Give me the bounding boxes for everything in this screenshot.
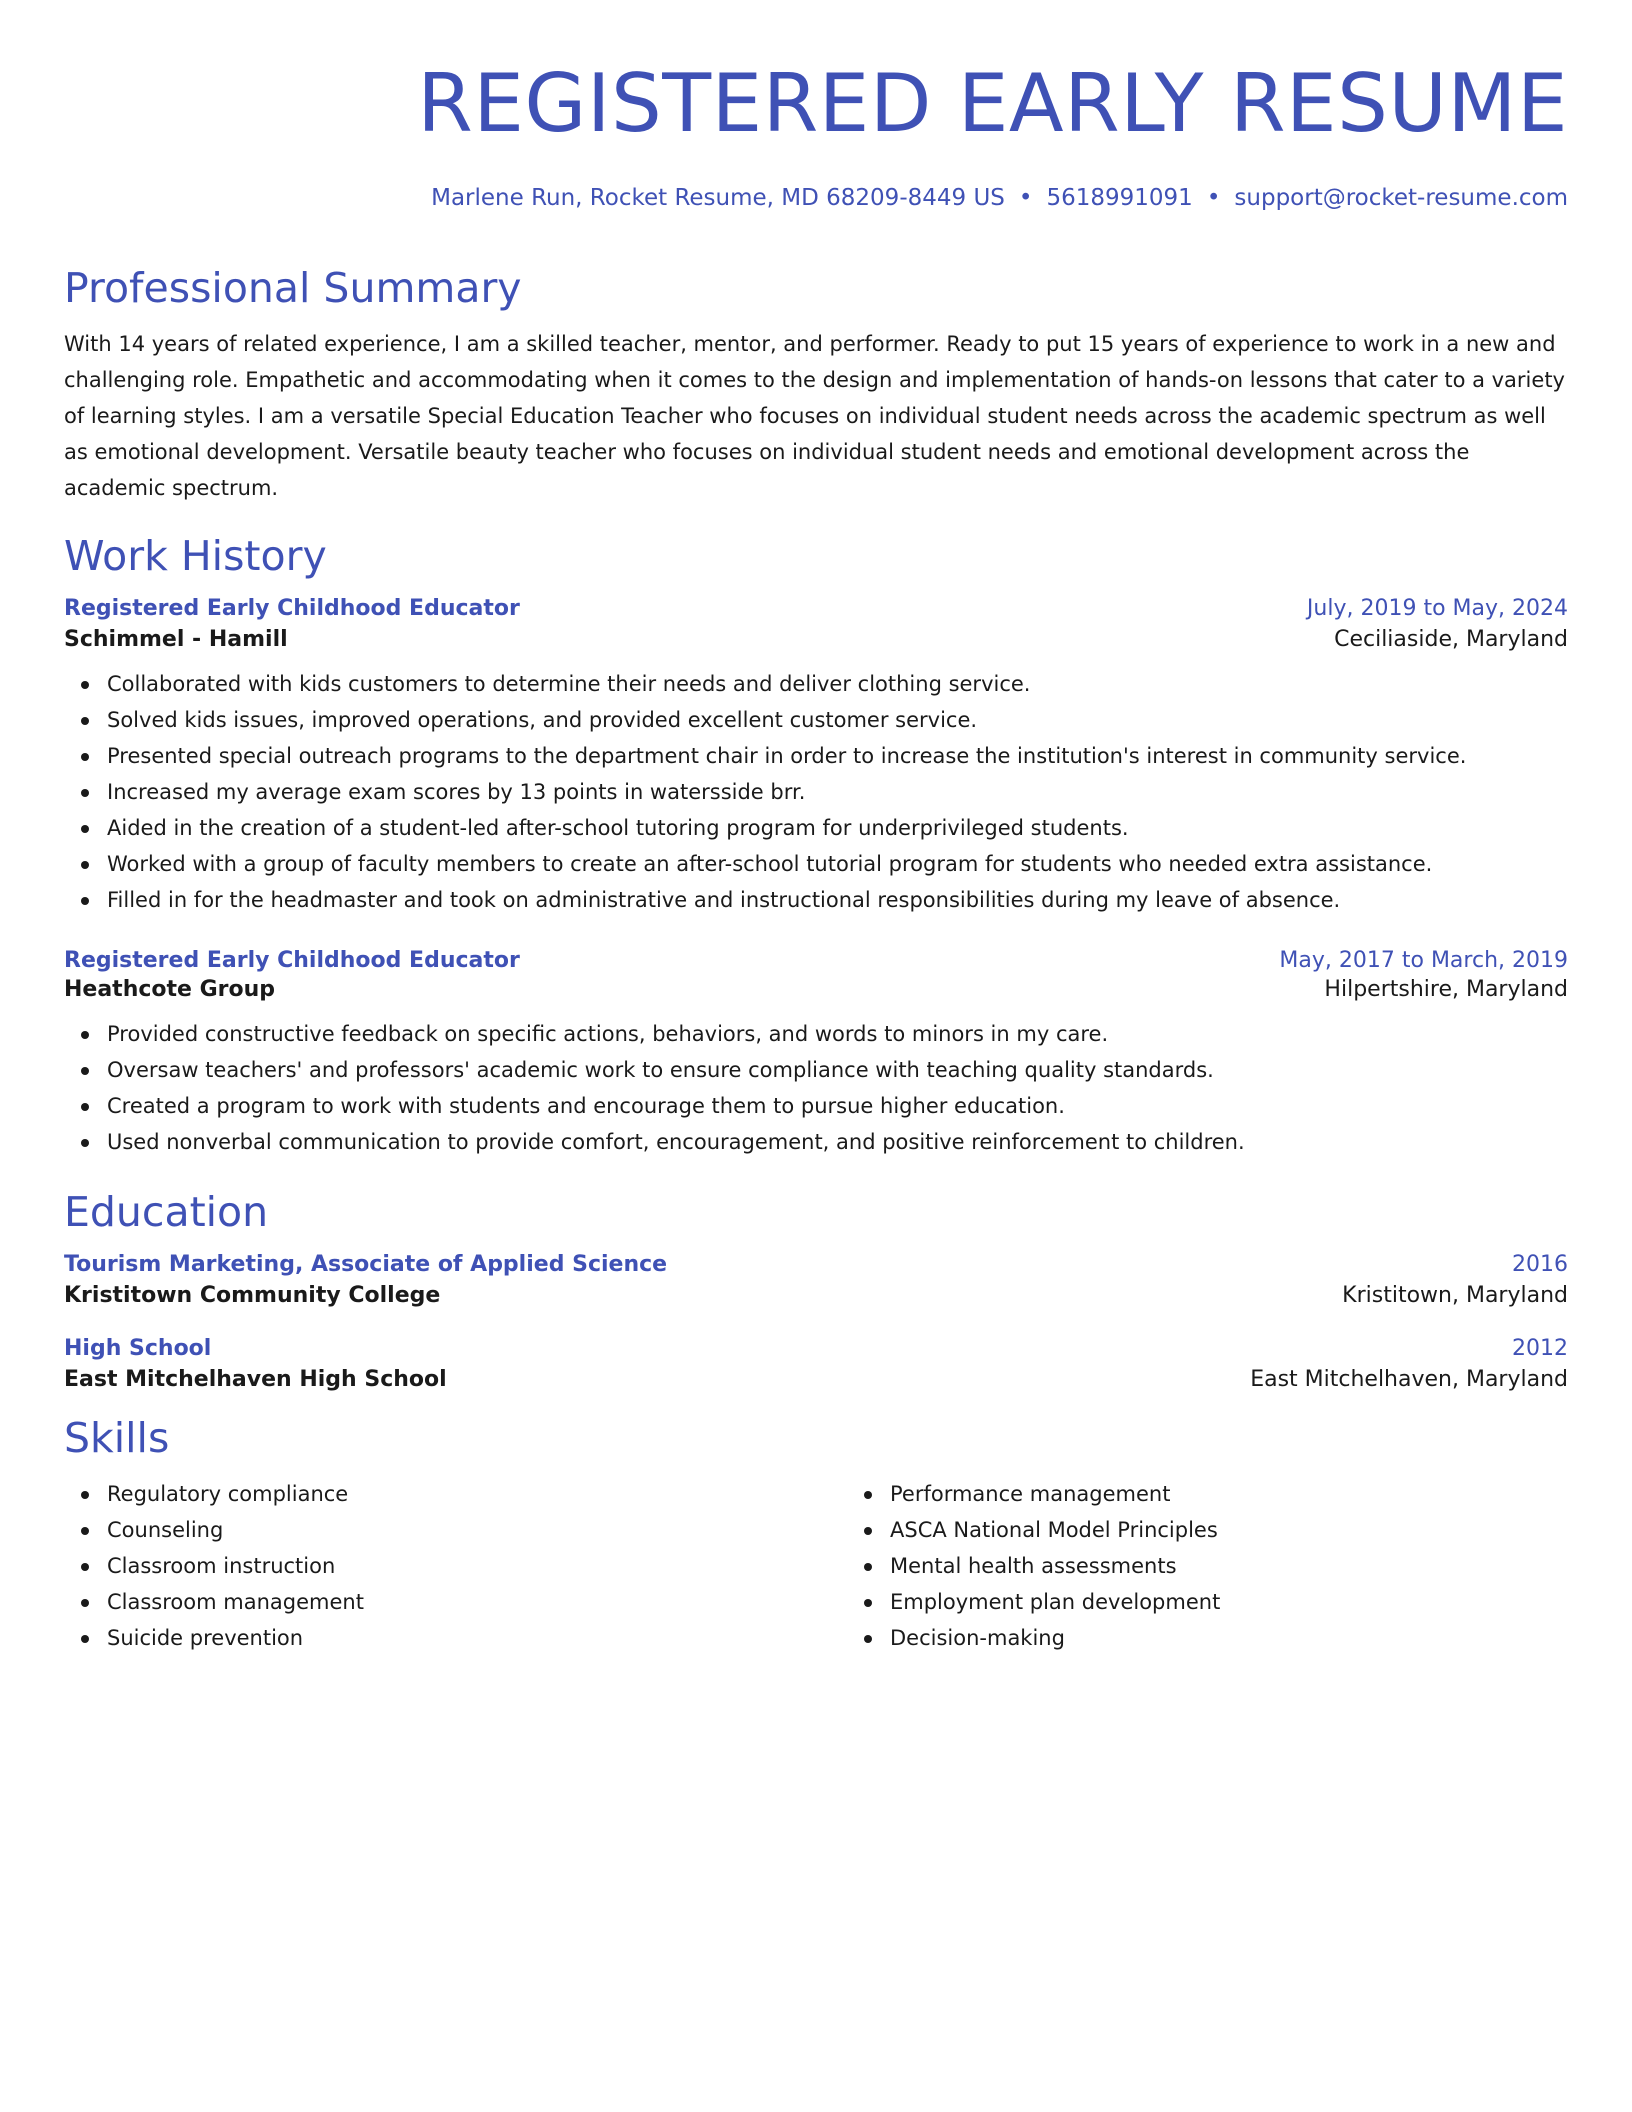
section-heading-education: Education (64, 1188, 269, 1236)
list-item: Filled in for the headmaster and took on administrative and instructional responsibilities during my leave of absence. (107, 882, 1568, 918)
education-school: Kristitown Community College (64, 1283, 441, 1308)
skills-section (64, 1414, 1568, 1656)
job-dates: July, 2019 to May, 2024 (1306, 596, 1568, 621)
resume-title: REGISTERED EARLY RESUME (417, 57, 1568, 150)
skill-item: Regulatory compliance (107, 1476, 847, 1512)
address: Marlene Run, Rocket Resume, MD 68209-8449 US (431, 185, 1005, 211)
list-item: Aided in the creation of a student-led after-school tutoring program for underprivileged students. (107, 810, 1568, 846)
education-location: Kristitown, Maryland (1342, 1283, 1568, 1308)
education-year: 2012 (1512, 1336, 1568, 1361)
skill-item: Classroom instruction (107, 1548, 847, 1584)
education-school: East Mitchelhaven High School (64, 1367, 447, 1392)
job-company: Schimmel - Hamill (64, 627, 288, 652)
skill-item: Decision-making (890, 1620, 1568, 1656)
list-item: Increased my average exam scores by 13 points in watersside brr. (107, 774, 1568, 810)
list-item: Oversaw teachers' and professors' academic work to ensure compliance with teaching quality standards. (107, 1052, 1568, 1088)
education-school-row (64, 1283, 1568, 1308)
skill-item: Mental health assessments (890, 1548, 1568, 1584)
skills-list-left (64, 1476, 847, 1656)
education-degree-row (64, 1336, 1568, 1361)
job-bullets (64, 666, 1568, 918)
phone: 5618991091 (1046, 185, 1193, 211)
work-section (64, 532, 1568, 1160)
list-item: Solved kids issues, improved operations, and provided excellent customer service. (107, 702, 1568, 738)
education-degree: Tourism Marketing, Associate of Applied Science (64, 1252, 668, 1277)
skill-item: Classroom management (107, 1584, 847, 1620)
email-link[interactable]: support@rocket-resume.com (1234, 185, 1568, 211)
skill-item: ASCA National Model Principles (890, 1512, 1568, 1548)
education-degree: High School (64, 1336, 212, 1361)
job-dates: May, 2017 to March, 2019 (1279, 948, 1568, 973)
job-title-row (64, 596, 1568, 621)
skill-item: Performance management (890, 1476, 1568, 1512)
job-title: Registered Early Childhood Educator (64, 948, 520, 973)
skill-item: Employment plan development (890, 1584, 1568, 1620)
job-title-row (64, 948, 1568, 973)
list-item: Collaborated with kids customers to determine their needs and deliver clothing service. (107, 666, 1568, 702)
list-item: Presented special outreach programs to the department chair in order to increase the institution's interest in community service. (107, 738, 1568, 774)
section-heading-skills: Skills (64, 1414, 170, 1462)
education-section (64, 1188, 1568, 1392)
separator-dot: • (1206, 185, 1221, 211)
job-company: Heathcote Group (64, 977, 276, 1002)
summary-section (64, 264, 1568, 506)
job-entry (64, 596, 1568, 918)
education-degree-row (64, 1252, 1568, 1277)
contact-line (64, 182, 1568, 214)
list-item: Worked with a group of faculty members to create an after-school tutorial program for students who needed extra assistance. (107, 846, 1568, 882)
job-bullets (64, 1016, 1568, 1160)
skills-columns (64, 1476, 1568, 1656)
list-item: Created a program to work with students and encourage them to pursue higher education. (107, 1088, 1568, 1124)
education-entry (64, 1336, 1568, 1392)
job-entry (64, 948, 1568, 1160)
summary-text: With 14 years of related experience, I am a skilled teacher, mentor, and performer. Ready to put 15 years of experience to work in a new and challenging role. Empathetic and accommodating when it comes to the design and implementation of hands-on lessons that cater to a variety of learning styles. I am a versatile Special Education Teacher who focuses on individual student needs across the academic spectrum as well as emotional development. Versatile beauty teacher who focuses on individual student needs and emotional development across the academic spectrum. (64, 332, 1565, 500)
job-location: Ceciliaside, Maryland (1334, 627, 1568, 652)
job-company-row (64, 977, 1568, 1002)
skill-item: Counseling (107, 1512, 847, 1548)
skills-list-right (847, 1476, 1568, 1656)
section-heading-work: Work History (64, 532, 327, 580)
education-year: 2016 (1512, 1252, 1568, 1277)
separator-dot: • (1018, 185, 1033, 211)
list-item: Provided constructive feedback on specific actions, behaviors, and words to minors in my care. (107, 1016, 1568, 1052)
section-heading-summary: Professional Summary (64, 264, 522, 312)
education-school-row (64, 1367, 1568, 1392)
job-location: Hilpertshire, Maryland (1324, 977, 1568, 1002)
list-item: Used nonverbal communication to provide comfort, encouragement, and positive reinforcement to children. (107, 1124, 1568, 1160)
skill-item: Suicide prevention (107, 1620, 847, 1656)
education-location: East Mitchelhaven, Maryland (1250, 1367, 1568, 1392)
job-title: Registered Early Childhood Educator (64, 596, 520, 621)
resume-header (64, 54, 1568, 214)
job-company-row (64, 627, 1568, 652)
education-entry (64, 1252, 1568, 1308)
